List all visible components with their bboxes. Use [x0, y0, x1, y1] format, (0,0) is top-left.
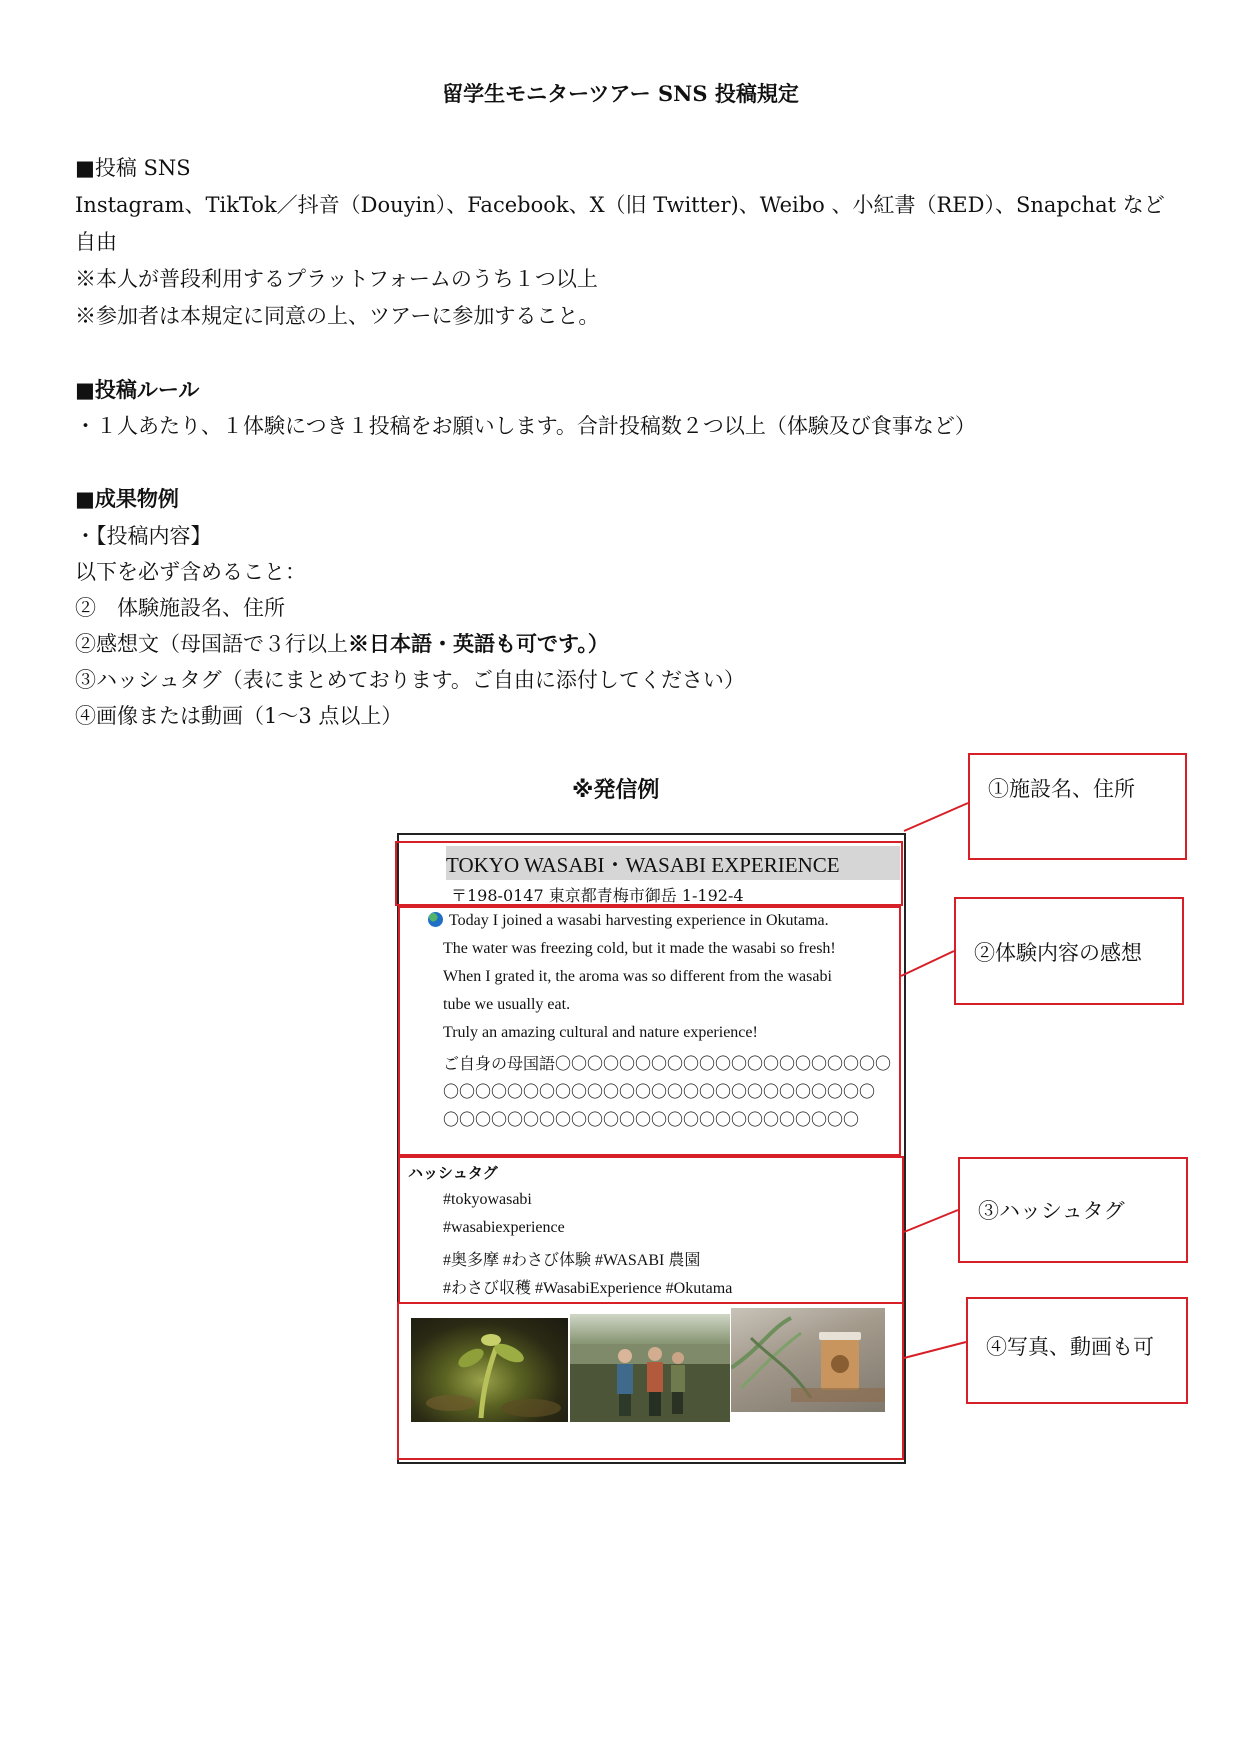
content-label: ・【投稿内容】	[75, 524, 212, 548]
hashtag-line-3: #奥多摩 #わさび体験 #WASABI 農園	[443, 1252, 701, 1269]
facility-address: 〒198-0147 東京都青梅市御岳 1-192-4	[451, 886, 744, 905]
section-box-review	[398, 906, 901, 1156]
hashtag-title: ハッシュタグ	[408, 1164, 498, 1182]
page-title: 留学生モニターツアー SNS 投稿規定	[442, 81, 799, 106]
callout-review	[954, 897, 1184, 1005]
callout-hashtag-label: ③ハッシュタグ	[978, 1199, 1125, 1223]
callout-facility-label: ①施設名、住所	[988, 777, 1135, 801]
content-intro: 以下を必ず含めること：	[75, 560, 306, 584]
deliverables-heading: ■成果物例	[75, 486, 179, 511]
review-line-2: The water was freezing cold, but it made the wasabi so fresh!	[443, 940, 836, 957]
section-box-hashtag	[398, 1156, 904, 1304]
rules-heading: ■投稿ルール	[75, 377, 200, 402]
section-box-facility	[395, 841, 903, 906]
review-line-3: When I grated it, the aroma was so different from the wasabi	[443, 968, 832, 985]
sns-note-2: ※参加者は本規定に同意の上、ツアーに参加すること。	[75, 304, 600, 328]
content-item-2-bold: ※日本語・英語も可です。）	[348, 631, 609, 656]
callout-photo	[966, 1297, 1188, 1404]
sns-note-1: ※本人が普段利用するプラットフォームのうち１つ以上	[75, 267, 598, 291]
content-item-2-normal: ②感想文（母国語で３行以上	[75, 632, 348, 656]
hashtag-line-1: #tokyowasabi	[443, 1191, 532, 1208]
review-line-5: Truly an amazing cultural and nature experience!	[443, 1024, 758, 1041]
callout-hashtag	[958, 1157, 1188, 1263]
callout-facility	[968, 753, 1187, 860]
review-line-7: 〇〇〇〇〇〇〇〇〇〇〇〇〇〇〇〇〇〇〇〇〇〇〇〇〇〇〇	[443, 1084, 876, 1101]
content-item-4: ④画像または動画（1〜3 点以上）	[75, 704, 403, 728]
rule-1: ・１人あたり、１体験につき１投稿をお願いします。合計投稿数２つ以上（体験及び食事など）	[75, 414, 976, 438]
review-line-1-text: Today I joined a wasabi harvesting experience in Okutama.	[449, 912, 829, 929]
callout-review-label: ②体験内容の感想	[974, 941, 1142, 965]
hashtag-line-4: #わさび収穫 #WasabiExperience #Okutama	[443, 1280, 733, 1297]
review-line-8: 〇〇〇〇〇〇〇〇〇〇〇〇〇〇〇〇〇〇〇〇〇〇〇〇〇〇	[443, 1112, 860, 1129]
content-item-1: ② 体験施設名、住所	[75, 596, 285, 620]
sns-heading: ■投稿 SNS	[75, 156, 191, 180]
callout-photo-label: ④写真、動画も可	[986, 1335, 1154, 1359]
content-item-3: ③ハッシュタグ（表にまとめております。ご自由に添付してください）	[75, 668, 745, 692]
facility-name: TOKYO WASABI・WASABI EXPERIENCE	[446, 853, 840, 877]
hashtag-line-2: #wasabiexperience	[443, 1219, 565, 1236]
review-line-6: ご自身の母国語〇〇〇〇〇〇〇〇〇〇〇〇〇〇〇〇〇〇〇〇〇	[443, 1056, 892, 1073]
example-caption: ※発信例	[572, 778, 660, 803]
review-line-4: tube we usually eat.	[443, 996, 571, 1013]
sns-platforms-line1: Instagram、TikTok／抖音（Douyin）、Facebook、X（旧 Twitter)、Weibo 、小紅書（RED）、Snapchat など	[75, 193, 1165, 217]
content-item-2	[75, 628, 609, 658]
sns-platforms-line2: 自由	[75, 230, 117, 254]
section-box-photos	[397, 1302, 904, 1460]
